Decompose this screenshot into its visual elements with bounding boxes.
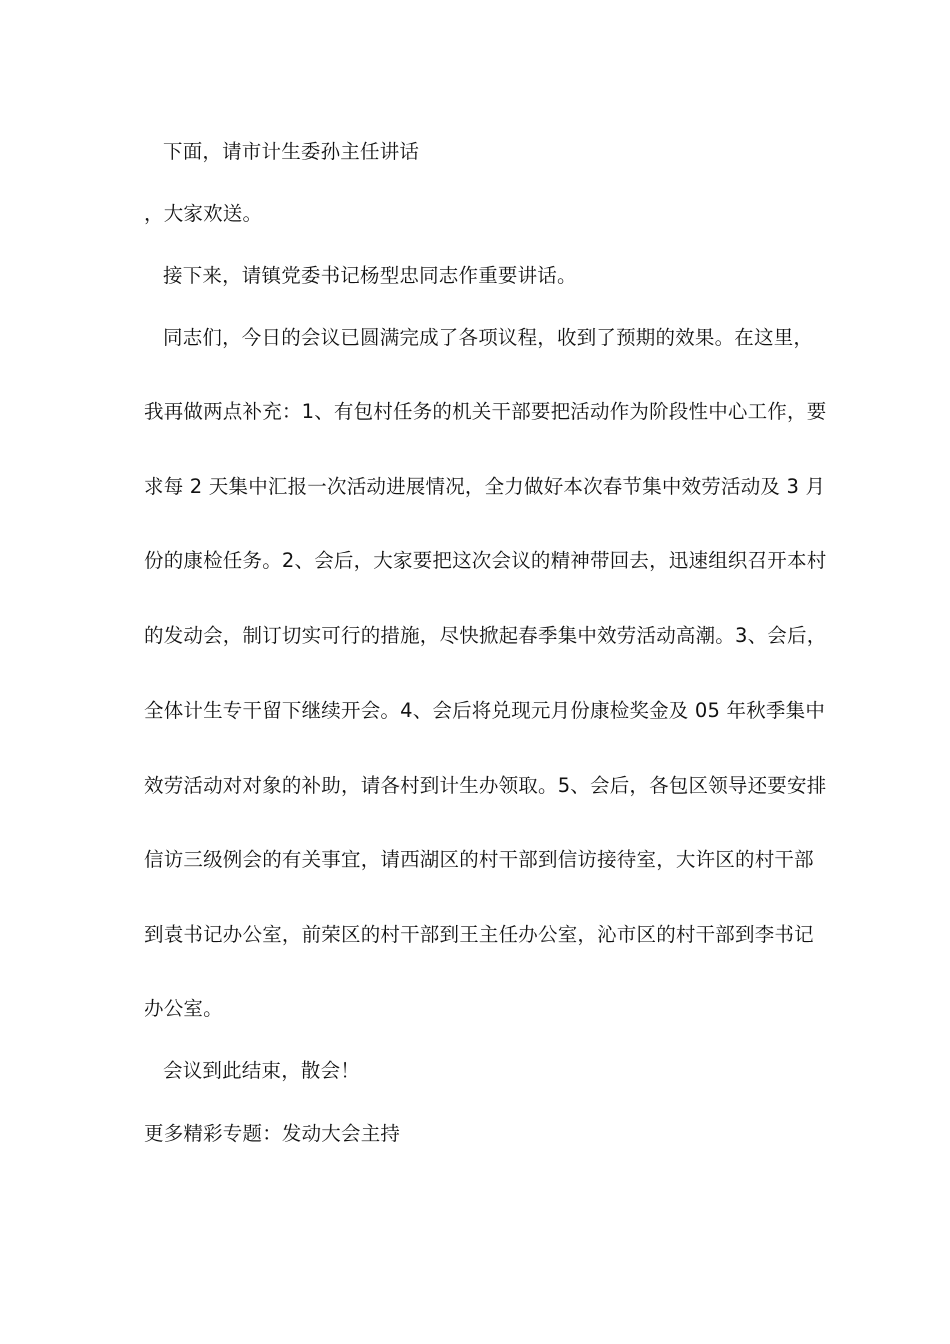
paragraph-line-14: 会议到此结束，散会！ [163, 1059, 361, 1082]
paragraph-line-9: 全体计生专干留下继续开会。4、会后将兑现元月份康检奖金及 05 年秋季集中 [144, 699, 826, 722]
paragraph-line-12: 到袁书记办公室，前荣区的村干部到王主任办公室，沁市区的村干部到李书记 [144, 923, 814, 946]
paragraph-line-13: 办公室。 [144, 997, 223, 1020]
paragraph-line-10: 效劳活动对对象的补助，请各村到计生办领取。5、会后，各包区领导还要安排 [144, 774, 827, 797]
paragraph-line-2: ，大家欢送。 [144, 202, 263, 225]
paragraph-line-11: 信访三级例会的有关事宜，请西湖区的村干部到信访接待室，大许区的村干部 [144, 848, 814, 871]
paragraph-line-5: 我再做两点补充：1、有包村任务的机关干部要把活动作为阶段性中心工作，要 [144, 400, 827, 423]
paragraph-line-4: 同志们，今日的会议已圆满完成了各项议程，收到了预期的效果。在这里， [163, 326, 814, 349]
more-topics-link[interactable]: 更多精彩专题：发动大会主持 [144, 1122, 401, 1145]
paragraph-line-1: 下面，请市计生委孙主任讲话 [163, 140, 420, 163]
paragraph-line-3: 接下来，请镇党委书记杨型忠同志作重要讲话。 [163, 264, 577, 287]
paragraph-line-8: 的发动会，制订切实可行的措施，尽快掀起春季集中效劳活动高潮。3、会后， [144, 624, 827, 647]
paragraph-line-6: 求每 2 天集中汇报一次活动进展情况，全力做好本次春节集中效劳活动及 3 月 [144, 475, 826, 498]
paragraph-line-7: 份的康检任务。2、会后，大家要把这次会议的精神带回去，迅速组织召开本村 [144, 549, 827, 572]
